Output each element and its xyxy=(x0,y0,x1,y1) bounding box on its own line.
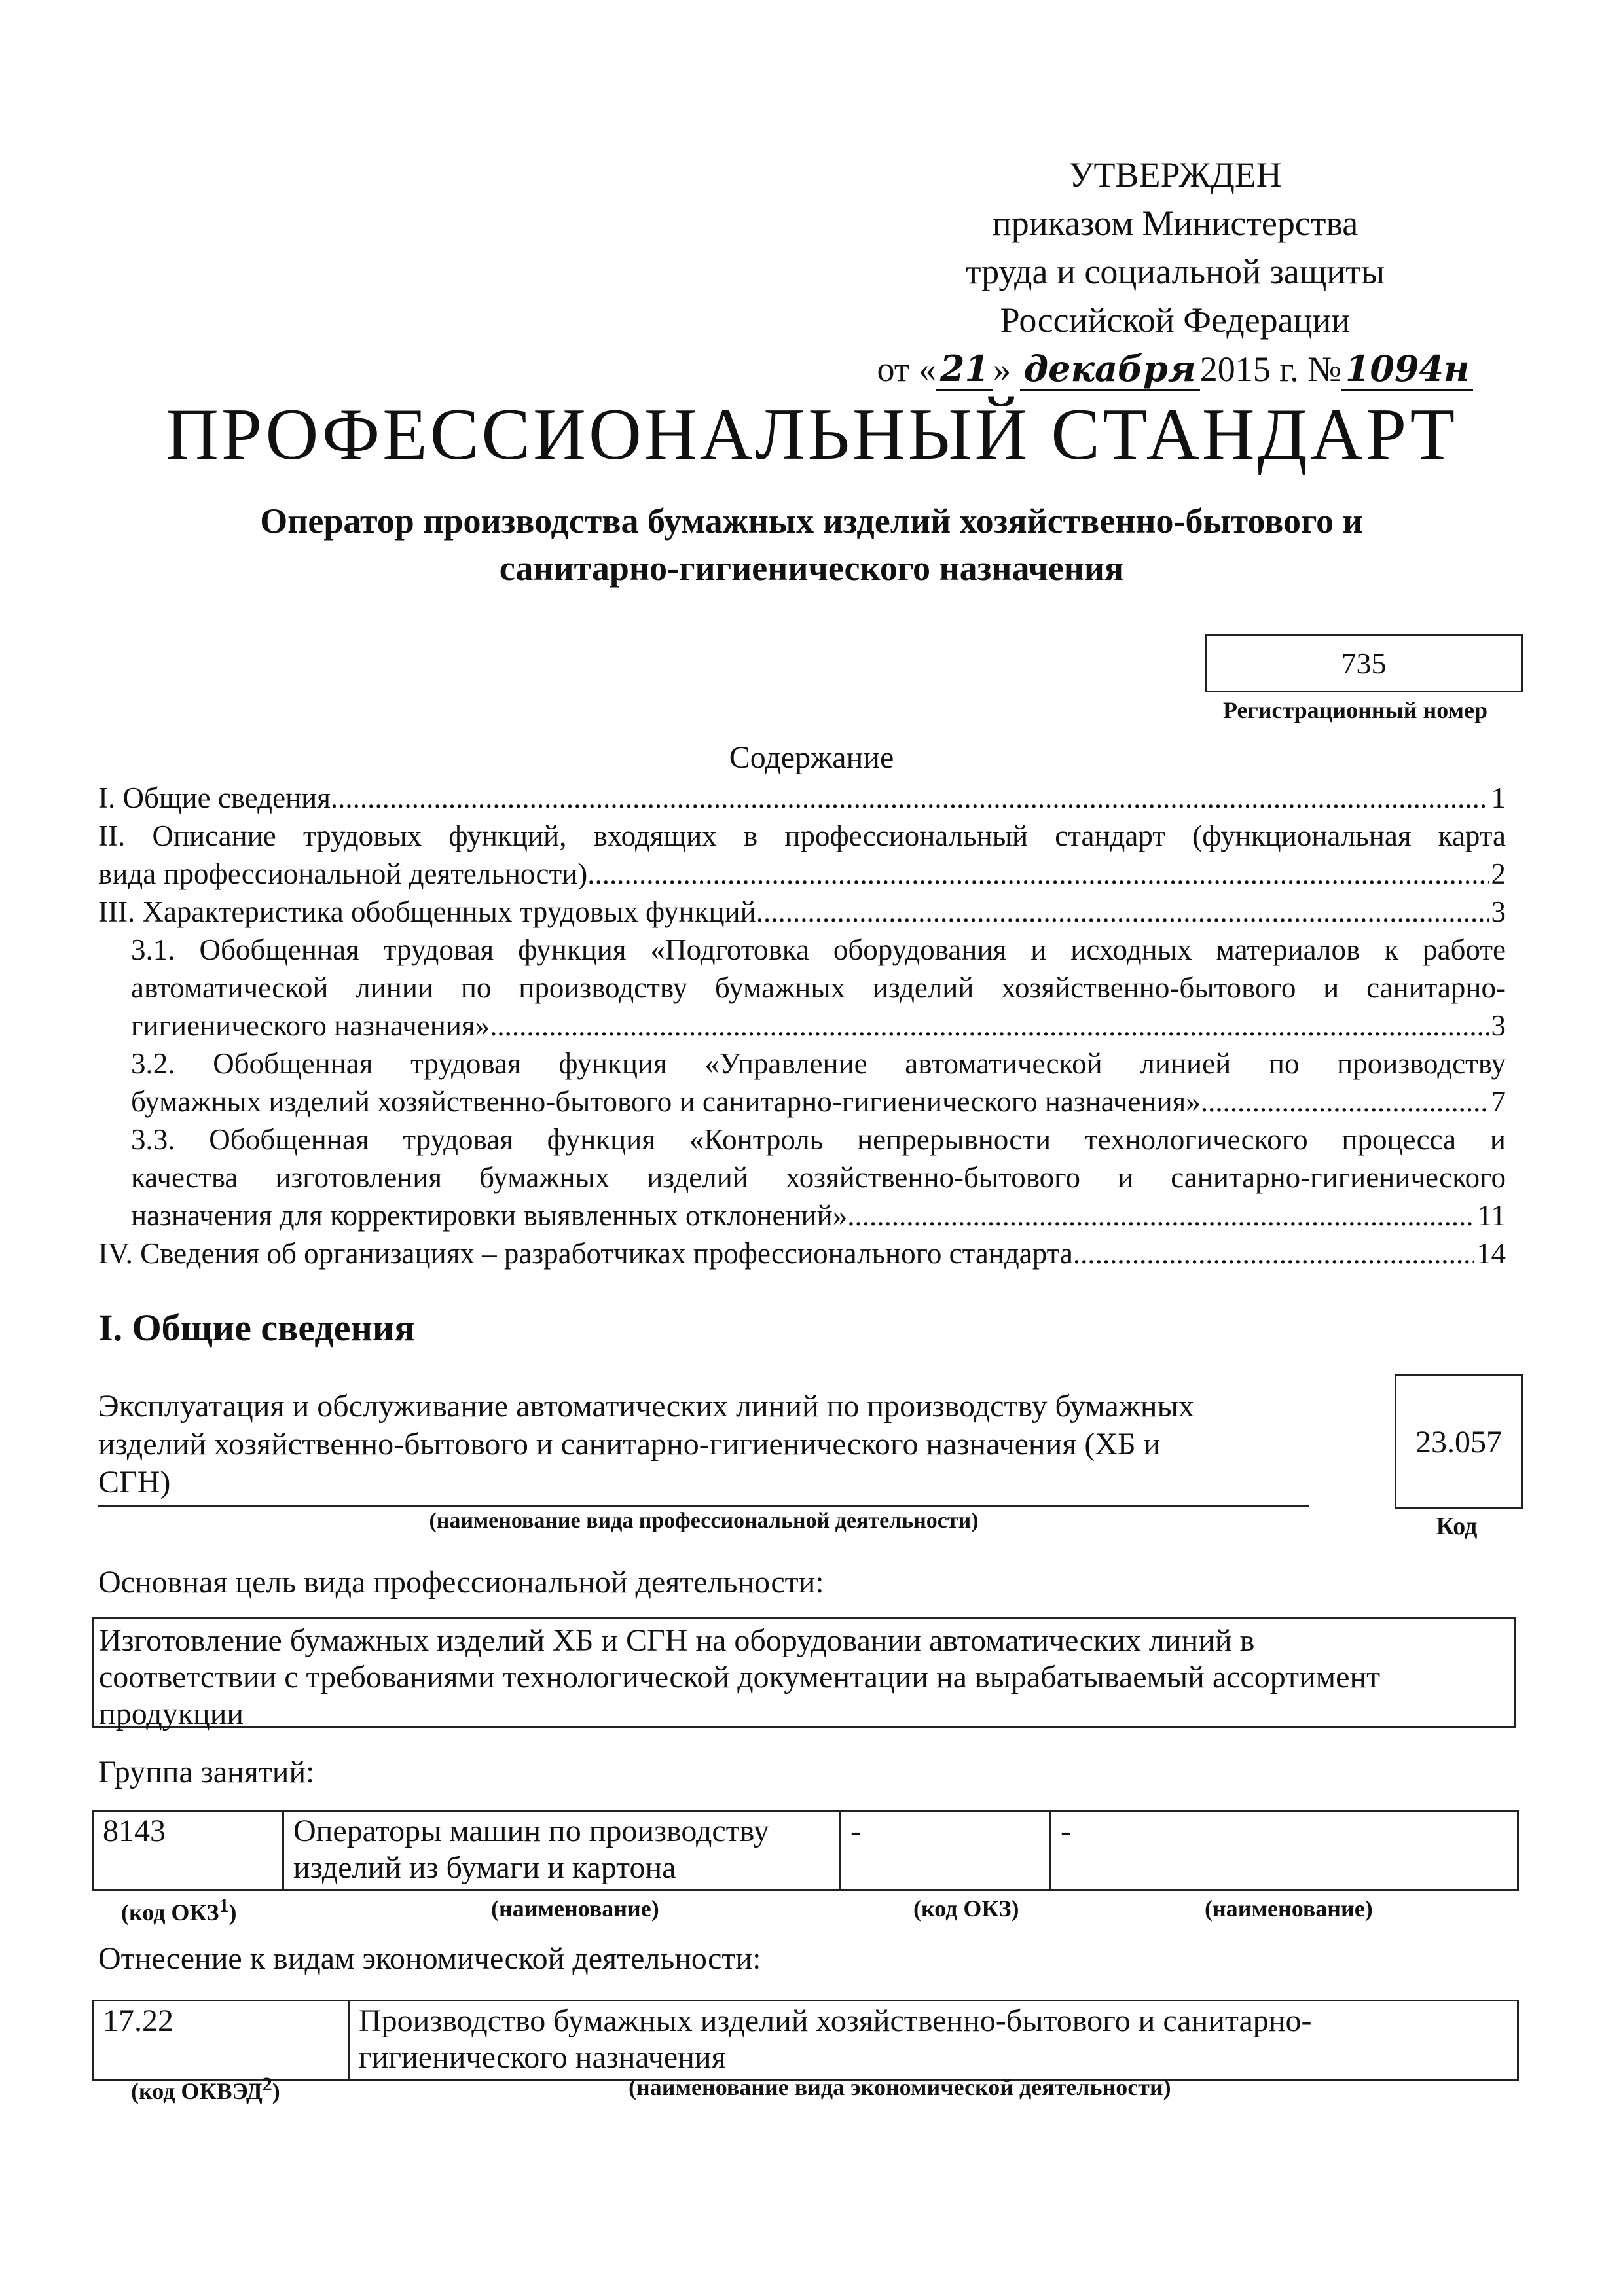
toc-leader xyxy=(331,779,1489,817)
section-heading: I. Общие сведения xyxy=(98,1306,415,1349)
okz-name-caption: (наименование) xyxy=(491,1895,659,1922)
toc-entry-text: III. Характеристика обобщенных трудовых функций xyxy=(98,895,756,928)
table-of-contents xyxy=(98,779,1506,1272)
approval-line-2: приказом Министерства xyxy=(992,204,1359,243)
handwritten-day: 21 xyxy=(936,348,993,391)
approval-line-1: УТВЕРЖДЕН xyxy=(1068,155,1282,194)
approval-date xyxy=(851,344,1499,393)
okved-name-cell xyxy=(349,2001,1518,2080)
okved-name-line-2: гигиенического назначения xyxy=(359,2040,726,2075)
okz-name-cell-2: - xyxy=(1051,1811,1518,1890)
toc-leader xyxy=(847,1196,1474,1234)
activity-code-caption: Код xyxy=(1436,1513,1478,1540)
activity-line-1: Эксплуатация и обслуживание автоматических линий по производству бумажных xyxy=(98,1389,1194,1424)
toc-entry-text: гигиенического назначения» xyxy=(131,1009,490,1042)
toc-entry-line: 3.2. Обобщенная трудовая функция «Управление автоматической линией по производству xyxy=(131,1047,1506,1080)
toc-entry-line: II. Описание трудовых функций, входящих в профессиональный стандарт (функциональная карта xyxy=(98,819,1506,852)
goal-line-1: Изготовление бумажных изделий ХБ и СГН на оборудовании автоматических линий в xyxy=(99,1623,1255,1658)
okz-name-cell xyxy=(283,1811,841,1890)
date-prefix: от « xyxy=(877,350,936,389)
goal-line-2: соответствии с требованиями технологической документации на вырабатываемый ассортимент xyxy=(99,1660,1381,1695)
toc-page: 3 xyxy=(1491,895,1506,928)
toc-page: 2 xyxy=(1491,857,1506,890)
toc-entry-3[interactable] xyxy=(98,893,1506,931)
toc-leader xyxy=(587,855,1488,893)
toc-leader xyxy=(756,893,1489,931)
toc-entry-line: 3.1. Обобщенная трудовая функция «Подготовка оборудования и исходных материалов к работе xyxy=(131,933,1506,966)
toc-entry-4[interactable] xyxy=(98,1234,1506,1272)
toc-page: 14 xyxy=(1476,1237,1506,1270)
toc-title: Содержание xyxy=(729,740,894,775)
toc-entry-3-1[interactable] xyxy=(98,931,1506,1045)
toc-entry-1[interactable] xyxy=(98,779,1506,817)
activity-caption: (наименование вида профессиональной деятельности) xyxy=(429,1509,979,1533)
group-label: Группа занятий: xyxy=(98,1755,315,1789)
footnote-marker[interactable]: 2 xyxy=(262,2073,272,2095)
handwritten-month: декабря xyxy=(1020,348,1200,391)
footnote-marker[interactable]: 1 xyxy=(219,1895,229,1916)
okz-name-line-1: Операторы машин по производству xyxy=(293,1814,769,1848)
okz-code-caption: (код ОКЗ$^1$) xyxy=(121,1895,237,1926)
goal-label: Основная цель вида профессиональной деятельности: xyxy=(98,1565,824,1600)
toc-leader xyxy=(1073,1234,1474,1272)
toc-page: 11 xyxy=(1477,1199,1506,1232)
toc-entry-text: вида профессиональной деятельности) xyxy=(98,857,588,890)
caption-text: (код ОКЗ xyxy=(121,1899,219,1926)
toc-entry-line: 3.3. Обобщенная трудовая функция «Контроль непрерывности технологического процесса и xyxy=(131,1123,1506,1156)
okved-name-line-1: Производство бумажных изделий хозяйственно-бытового и санитарно- xyxy=(359,2003,1312,2038)
date-quote: » xyxy=(993,350,1012,389)
economic-activity-label: Отнесение к видам экономической деятельности: xyxy=(98,1941,761,1976)
page-title: ПРОФЕССИОНАЛЬНЫЙ СТАНДАРТ xyxy=(166,394,1457,475)
handwritten-order-number: 1094н xyxy=(1341,348,1474,391)
toc-entry-line: качества изготовления бумажных изделий хозяйственно-бытового и санитарно-гигиенического xyxy=(131,1161,1506,1194)
okved-code-cell: 17.22 xyxy=(93,2001,349,2080)
toc-entry-text: I. Общие сведения xyxy=(98,781,331,814)
activity-name xyxy=(98,1388,1309,1501)
table-row xyxy=(93,2001,1518,2080)
toc-leader xyxy=(490,1007,1488,1045)
okz-name-line-2: изделий из бумаги и картона xyxy=(293,1850,676,1885)
toc-entry-2[interactable] xyxy=(98,817,1506,893)
activity-underline xyxy=(98,1505,1309,1507)
subtitle-line-1: Оператор производства бумажных изделий хозяйственно-бытового и xyxy=(260,501,1363,541)
date-year: 2015 г. № xyxy=(1199,350,1341,389)
occupation-group-table xyxy=(92,1810,1519,1891)
toc-entry-text: IV. Сведения об организациях – разработчиках профессионального стандарта xyxy=(98,1237,1073,1270)
okz-code-cell: 8143 xyxy=(93,1811,283,1890)
toc-entry-line: автоматической линии по производству бумажных изделий хозяйственно-бытового и санитарно- xyxy=(131,971,1506,1004)
toc-page: 3 xyxy=(1491,1009,1506,1042)
caption-text: (код ОКВЭД xyxy=(131,2078,263,2104)
registration-number-box: 735 xyxy=(1205,634,1523,692)
goal-line-3: продукции xyxy=(99,1696,244,1731)
goal-box xyxy=(92,1617,1516,1731)
okz-code-cell-2: - xyxy=(841,1811,1051,1890)
registration-number-label: Регистрационный номер xyxy=(1222,697,1488,723)
okved-name-caption: (наименование вида экономической деятельности) xyxy=(629,2074,1171,2100)
toc-entry-text: назначения для корректировки выявленных отклонений» xyxy=(131,1199,848,1232)
activity-line-2: изделий хозяйственно-бытового и санитарно-гигиенического назначения (ХБ и xyxy=(98,1427,1161,1462)
table-row xyxy=(93,1811,1518,1890)
toc-leader xyxy=(1201,1083,1489,1121)
toc-entry-text: бумажных изделий хозяйственно-бытового и санитарно-гигиенического назначения» xyxy=(131,1085,1201,1118)
okz-name-caption-2: (наименование) xyxy=(1205,1895,1373,1922)
toc-page: 7 xyxy=(1491,1085,1506,1118)
toc-entry-3-2[interactable] xyxy=(98,1045,1506,1121)
okz-code-caption-2: (код ОКЗ) xyxy=(913,1895,1019,1922)
okved-code-caption: (код ОКВЭД$^2$) xyxy=(131,2073,280,2104)
standard-subtitle xyxy=(0,497,1623,592)
economic-activity-table xyxy=(92,2000,1519,2081)
approval-line-4: Российской Федерации xyxy=(1000,300,1351,340)
toc-page: 1 xyxy=(1491,781,1506,814)
activity-line-3: СГН) xyxy=(98,1465,171,1499)
activity-code-box: 23.057 xyxy=(1395,1374,1523,1509)
approval-line-3: труда и социальной защиты xyxy=(965,252,1385,291)
toc-entry-3-3[interactable] xyxy=(98,1121,1506,1234)
approval-block xyxy=(851,151,1499,393)
subtitle-line-2: санитарно-гигиенического назначения xyxy=(499,548,1124,588)
